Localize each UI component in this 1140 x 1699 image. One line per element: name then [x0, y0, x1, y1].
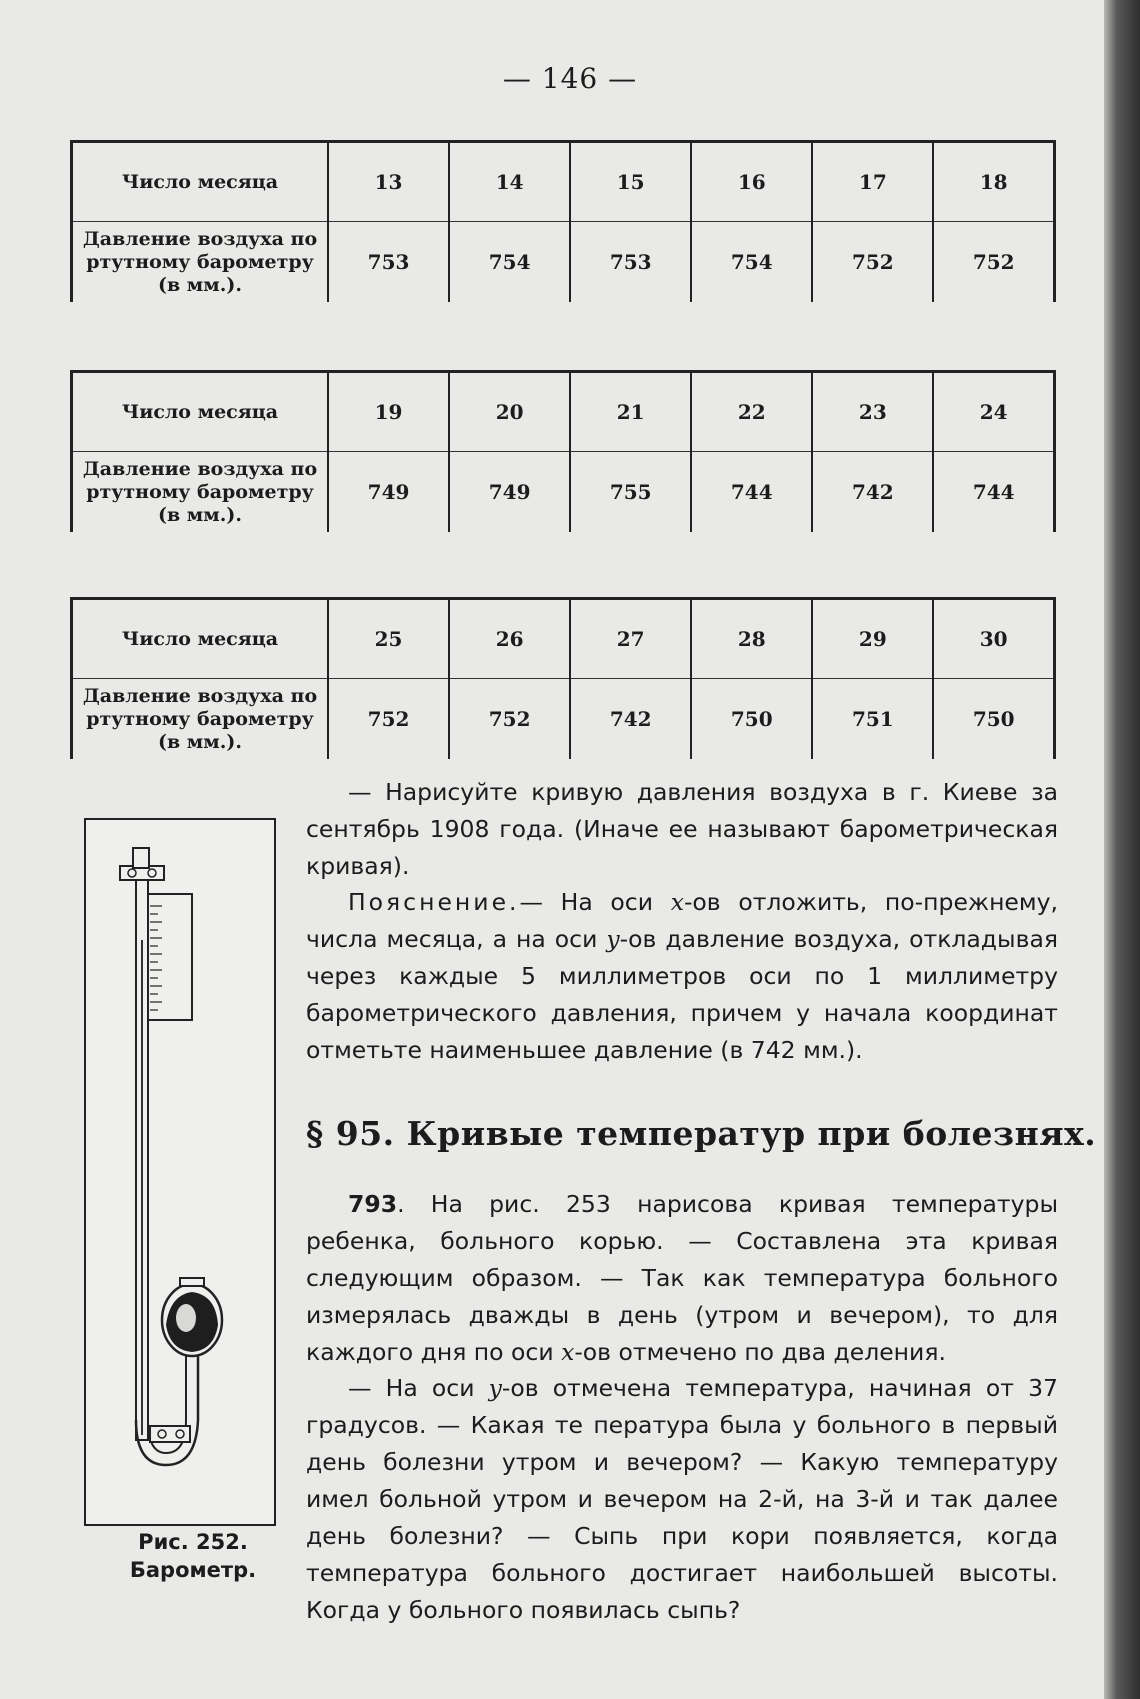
explanation-text-1: — На оси [519, 888, 671, 916]
day-cell: 17 [812, 142, 933, 222]
table-row-days [72, 599, 1055, 679]
label-day: Число месяца [72, 372, 329, 452]
problem-paragraph-2 [306, 1370, 1058, 1629]
barometer-figure [84, 818, 276, 1526]
pressure-cell: 750 [691, 679, 812, 760]
problem-paragraph-1 [306, 1186, 1058, 1371]
label-pressure: Давление воздуха по ртутному барометру (в мм.). [72, 452, 329, 533]
day-cell: 30 [933, 599, 1054, 679]
day-cell: 18 [933, 142, 1054, 222]
table-row-pressure [72, 452, 1055, 533]
problem-text-2: -ов отмечено по два деления. [574, 1338, 946, 1366]
pressure-table-1 [70, 140, 1056, 302]
pressure-cell: 750 [933, 679, 1054, 760]
figure-caption [108, 1528, 278, 1584]
day-cell: 26 [449, 599, 570, 679]
pressure-cell: 752 [933, 222, 1054, 303]
explanation-text-3: -ов давление воздуха, откладывая через каждые 5 миллиметров оси по 1 миллиметру барометрического давления, причем у начала координат отметьте наименьшее давление (в 742 мм.). [306, 925, 1059, 1064]
day-cell: 19 [328, 372, 449, 452]
table-row-days [72, 372, 1055, 452]
pressure-cell: 744 [691, 452, 812, 533]
day-cell: 27 [570, 599, 691, 679]
pressure-cell: 749 [449, 452, 570, 533]
day-cell: 15 [570, 142, 691, 222]
pressure-cell: 752 [812, 222, 933, 303]
figure-caption-number: Рис. 252. [138, 1530, 248, 1554]
pressure-cell: 752 [328, 679, 449, 760]
explanation-paragraph [306, 884, 1058, 1069]
day-cell: 25 [328, 599, 449, 679]
day-cell: 23 [812, 372, 933, 452]
pressure-table-3 [70, 597, 1056, 759]
table-row-days [72, 142, 1055, 222]
problem-p2-text-1: — На оси [348, 1374, 489, 1402]
axis-x-symbol: x [670, 888, 684, 916]
problem-number: 793 [348, 1190, 398, 1218]
table-row-pressure [72, 679, 1055, 760]
pressure-cell: 753 [570, 222, 691, 303]
label-pressure: Давление воздуха по ртутному барометру (в мм.). [72, 222, 329, 303]
day-cell: 24 [933, 372, 1054, 452]
day-cell: 21 [570, 372, 691, 452]
figure-caption-title: Барометр. [129, 1558, 257, 1582]
day-cell: 29 [812, 599, 933, 679]
day-cell: 14 [449, 142, 570, 222]
explanation-label: Пояснение. [348, 888, 520, 916]
pressure-cell: 755 [570, 452, 691, 533]
pressure-cell: 742 [812, 452, 933, 533]
axis-y-symbol: y [488, 1374, 502, 1402]
pressure-cell: 752 [449, 679, 570, 760]
section-heading: § 95. Кривые температур при болезнях. [306, 1114, 1097, 1153]
table-row-pressure [72, 222, 1055, 303]
label-day: Число месяца [72, 599, 329, 679]
problem-p2-text-2: -ов отмечена температура, начиная от 37 градусов. — Какая те пература была у больного в первый день болезни утром и вечером? — Какую температуру имел больной утром и вечером на 2-й, на 3-й и так далее день болезни? — Сыпь при кори появляется, когда температура больного достигает наибольшей высоты. Когда у больного появилась сыпь? [306, 1374, 1058, 1624]
pressure-cell: 744 [933, 452, 1054, 533]
day-cell: 22 [691, 372, 812, 452]
explanation-text-2: -ов отложить, по-прежнему, числа месяца, а на оси [306, 888, 1058, 953]
pressure-cell: 749 [328, 452, 449, 533]
problem-text-1: . На рис. 253 нарисова кривая температуры ребенка, больного корью. — Составлена эта кривая следующим образом. — Так как температура больного измерялась дважды в день (утром и вечером), то для каждого дня по оси [306, 1190, 1058, 1366]
day-cell: 13 [328, 142, 449, 222]
pressure-cell: 754 [691, 222, 812, 303]
pressure-cell: 754 [449, 222, 570, 303]
day-cell: 20 [449, 372, 570, 452]
pressure-cell: 751 [812, 679, 933, 760]
pressure-table-2 [70, 370, 1056, 532]
pressure-cell: 742 [570, 679, 691, 760]
task-paragraph: — Нарисуйте кривую давления воздуха в г. Киеве за сентябрь 1908 года. (Иначе ее называют барометрическая кривая). [306, 778, 1058, 880]
page-number: — 146 — [502, 62, 638, 95]
barometer-illustration [86, 820, 274, 1524]
label-day: Число месяца [72, 142, 329, 222]
day-cell: 28 [691, 599, 812, 679]
day-cell: 16 [691, 142, 812, 222]
axis-y-symbol: y [606, 925, 620, 953]
label-pressure: Давление воздуха по ртутному барометру (в мм.). [72, 679, 329, 760]
axis-x-symbol: x [561, 1338, 575, 1366]
page-edge-shadow [1104, 0, 1140, 1699]
pressure-cell: 753 [328, 222, 449, 303]
